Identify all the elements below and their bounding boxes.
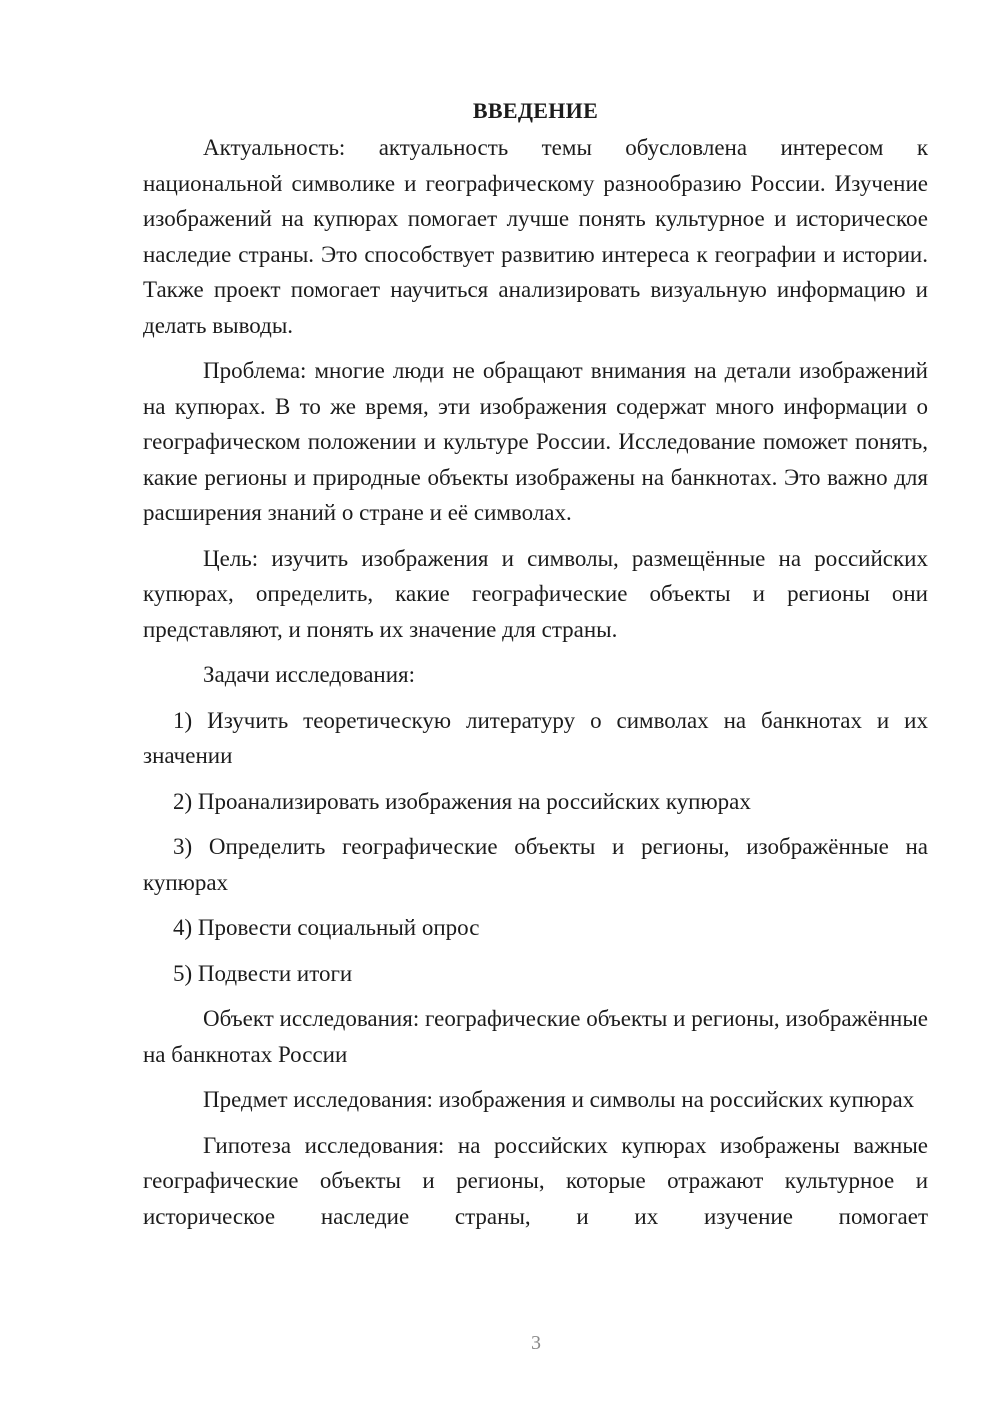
list-item: 5) Подвести итоги <box>173 960 353 986</box>
list-item: 2) Проанализировать изображения на российских купюрах <box>173 788 751 814</box>
list-item: 4) Провести социальный опрос <box>173 915 480 940</box>
page-number: 3 <box>531 1332 541 1354</box>
tasks-heading: Задачи исследования: <box>203 662 416 687</box>
document-page <box>143 96 928 1234</box>
page-title: ВВЕДЕНИЕ <box>472 98 599 123</box>
paragraph-goal: Цель: изучить изображения и символы, размещённые на российских купюрах, определить, какие географические объекты и регионы они представляют, и понять их значение для страны. <box>143 545 928 642</box>
list-item: 1) Изучить теоретическую литературу о символах на банкнотах и их значении <box>143 707 928 768</box>
list-item: 3) Определить географические объекты и регионы, изображённые на купюрах <box>143 834 928 895</box>
paragraph-object: Объект исследования: географические объекты и регионы, изображённые на банкнотах России <box>143 1006 928 1067</box>
paragraph-hypothesis: Гипотеза исследования: на российских купюрах изображены важные географические объекты и регионы, которые отражают культурное и историческое наследие страны, и их изучение помогает <box>143 1132 928 1229</box>
paragraph-relevance: Актуальность: актуальность темы обусловлена интересом к национальной символике и географическому разнообразию России. Изучение изображений на купюрах помогает лучше понять культурное и историческое наследие страны. Это способствует развитию интереса к географии и истории. Также проект помогает научиться анализировать визуальную информацию и делать выводы. <box>143 135 928 338</box>
paragraph-subject: Предмет исследования: изображения и символы на российских купюрах <box>203 1087 915 1112</box>
paragraph-problem: Проблема: многие люди не обращают внимания на детали изображений на купюрах. В то же время, эти изображения содержат много информации о географическом положении и культуре России. Исследование поможет понять, какие регионы и природные объекты изображены на банкнотах. Это важно для расширения знаний о стране и её символах. <box>143 358 928 525</box>
